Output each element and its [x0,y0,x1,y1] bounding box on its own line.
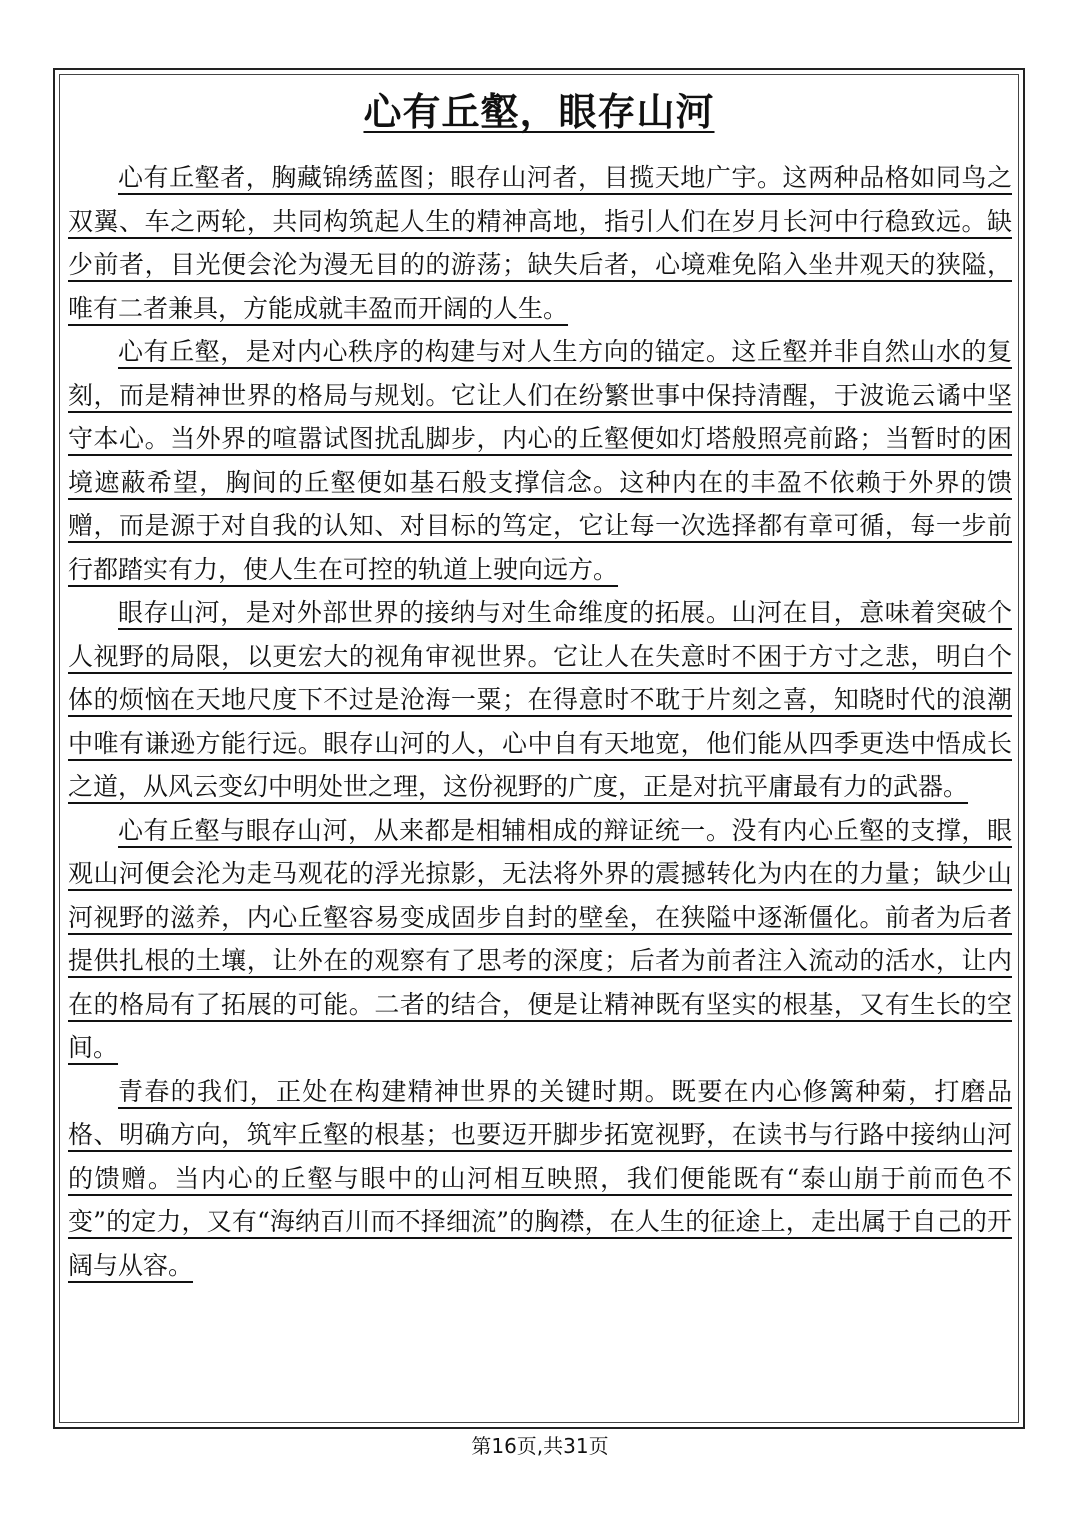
paragraph-4-text: 心有丘壑与眼存山河，从来都是相辅相成的辩证统一。没有内心丘壑的支撑，眼观山河便会沦为走马观花的浮光掠影，无法将外界的震撼转化为内在的力量；缺少山河视野的滋养，内心丘壑容易变成固步自封的壁垒，在狭隘中逐渐僵化。前者为后者提供扎根的土壤，让外在的观察有了思考的深度；后者为前者注入流动的活水，让内在的格局有了拓展的可能。二者的结合，便是让精神既有坚实的根基，又有生长的空间。 [68,815,1012,1062]
paragraph-4 [68,809,1012,1070]
paragraph-5-text: 青春的我们，正处在构建精神世界的关键时期。既要在内心修篱种菊，打磨品格、明确方向，筑牢丘壑的根基；也要迈开脚步拓宽视野，在读书与行路中接纳山河的馈赠。当内心的丘壑与眼中的山河相互映照，我们便能既有“泰山崩于前而色不变”的定力，又有“海纳百川而不择细流”的胸襟，在人生的征途上，走出属于自己的开阔与从容。 [68,1076,1012,1280]
document-body [68,156,1012,1287]
paragraph-1-text: 心有丘壑者，胸藏锦绣蓝图；眼存山河者，目揽天地广宇。这两种品格如同鸟之双翼、车之两轮，共同构筑起人生的精神高地，指引人们在岁月长河中行稳致远。缺少前者，目光便会沦为漫无目的的游荡；缺失后者，心境难免陷入坐井观天的狭隘，唯有二者兼具，方能成就丰盈而开阔的人生。 [68,163,1012,323]
paragraph-5 [68,1070,1012,1288]
paragraph-3-text: 眼存山河，是对外部世界的接纳与对生命维度的拓展。山河在目，意味着突破个人视野的局限，以更宏大的视角审视世界。它让人在失意时不困于方寸之悲，明白个体的烦恼在天地尺度下不过是沧海一粟；在得意时不耽于片刻之喜，知晓时代的浪潮中唯有谦逊方能行远。眼存山河的人，心中自有天地宽，他们能从四季更迭中悟成长之道，从风云变幻中明处世之理，这份视野的广度，正是对抗平庸最有力的武器。 [68,598,1012,801]
document-title-text: 心有丘壑，眼存山河 [363,90,715,134]
document-title [59,86,1019,138]
paragraph-2 [68,330,1012,591]
paragraph-3 [68,591,1012,809]
page-number-footer: 第16页,共31页 [471,1434,609,1458]
paragraph-1 [68,156,1012,330]
paragraph-2-text: 心有丘壑，是对内心秩序的构建与对人生方向的锚定。这丘壑并非自然山水的复刻，而是精神世界的格局与规划。它让人们在纷繁世事中保持清醒，于波诡云谲中坚守本心。当外界的喧嚣试图扰乱脚步，内心的丘壑便如灯塔般照亮前路；当暂时的困境遮蔽希望，胸间的丘壑便如基石般支撑信念。这种内在的丰盈不依赖于外界的馈赠，而是源于对自我的认知、对目标的笃定，它让每一次选择都有章可循，每一步前行都踏实有力，使人生在可控的轨道上驶向远方。 [68,337,1012,584]
